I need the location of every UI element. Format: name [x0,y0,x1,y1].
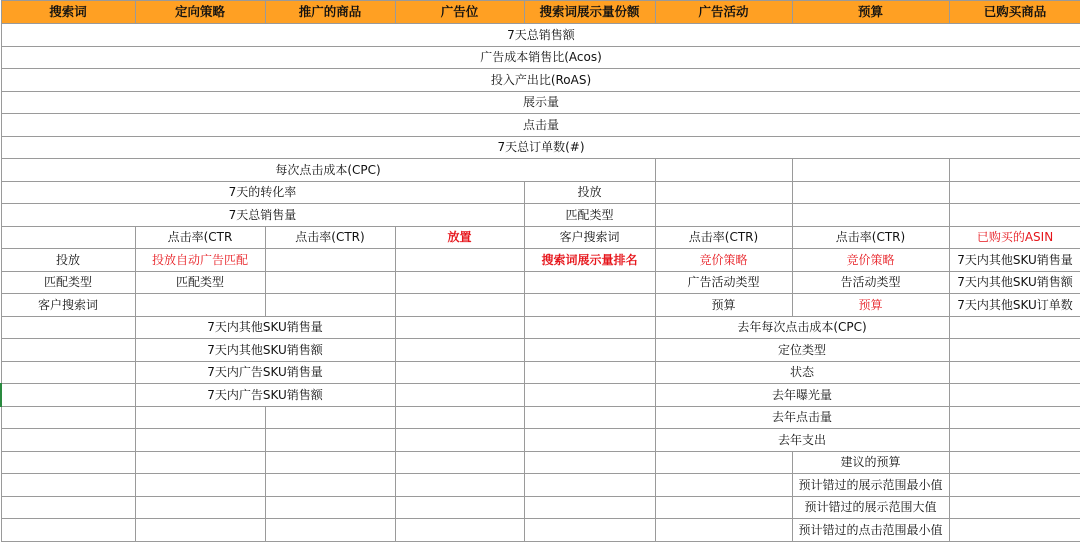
table-cell[interactable] [655,496,792,519]
table-cell[interactable]: 点击量 [1,114,1080,137]
table-row [1,519,1080,542]
table-cell[interactable] [949,406,1080,429]
table-cell[interactable] [949,474,1080,497]
table-cell[interactable]: 7天内其他SKU销售量 [949,249,1080,272]
table-cell[interactable] [949,181,1080,204]
table-cell[interactable] [949,519,1080,542]
header-row [1,1,1080,24]
table-cell[interactable]: 预算 [655,294,792,317]
table-row [1,429,1080,452]
table-cell[interactable] [949,361,1080,384]
table-cell[interactable] [792,204,949,227]
table-cell[interactable] [395,294,524,317]
table-cell[interactable]: 7天内其他SKU销售量 [135,316,395,339]
table-cell[interactable]: 建议的预算 [792,451,949,474]
table-cell[interactable]: 预计错过的点击范围最小值 [792,519,949,542]
table-cell[interactable] [1,339,135,362]
table-row [1,316,1080,339]
table-cell[interactable]: 投入产出比(RoAS) [1,69,1080,92]
table-cell[interactable]: 匹配类型 [524,204,655,227]
table-row [1,406,1080,429]
table-row [1,294,1080,317]
table-cell[interactable]: 投放 [1,249,135,272]
table-cell[interactable]: 7天总订单数(#) [1,136,1080,159]
table-cell[interactable] [949,159,1080,182]
table-cell[interactable] [524,496,655,519]
table-cell[interactable] [135,474,265,497]
table-cell[interactable] [395,316,524,339]
table-cell[interactable] [395,519,524,542]
table-cell[interactable] [265,496,395,519]
table-cell[interactable] [395,451,524,474]
header-cell-budget[interactable]: 预算 [792,1,949,24]
table-row [1,181,1080,204]
table-cell[interactable]: 7天内广告SKU销售额 [135,384,395,407]
table-cell[interactable] [655,474,792,497]
table-cell[interactable] [524,429,655,452]
table-cell[interactable] [395,406,524,429]
table-row [1,361,1080,384]
table-cell[interactable] [135,294,265,317]
table-cell[interactable]: 状态 [655,361,949,384]
table-cell[interactable]: 竞价策略 [792,249,949,272]
table-cell[interactable]: 广告活动类型 [655,271,792,294]
header-cell-placement[interactable]: 广告位 [395,1,524,24]
table-cell[interactable] [792,181,949,204]
table-cell[interactable] [1,519,135,542]
header-cell-purchased-product[interactable]: 已购买商品 [949,1,1080,24]
table-cell[interactable]: 已购买的ASIN [949,226,1080,249]
header-cell-search-term[interactable]: 搜索词 [1,1,135,24]
table-row [1,249,1080,272]
table-cell[interactable] [655,451,792,474]
table-cell[interactable] [524,361,655,384]
table-cell[interactable]: 点击率(CTR) [265,226,395,249]
table-cell[interactable]: 7天总销售量 [1,204,524,227]
table-cell[interactable]: 7天内其他SKU订单数 [949,294,1080,317]
table-cell[interactable]: 投放 [524,181,655,204]
table-cell[interactable] [524,519,655,542]
table-cell[interactable] [135,496,265,519]
table-cell[interactable] [949,451,1080,474]
header-cell-advertised-product[interactable]: 推广的商品 [265,1,395,24]
table-cell[interactable]: 去年点击量 [655,406,949,429]
table-row [1,496,1080,519]
table-cell[interactable] [265,519,395,542]
table-cell[interactable]: 去年每次点击成本(CPC) [655,316,949,339]
table-cell[interactable] [524,474,655,497]
table-cell[interactable]: 客户搜索词 [1,294,135,317]
table-cell[interactable] [792,159,949,182]
table-row [1,159,1080,182]
table-cell[interactable] [265,294,395,317]
table-cell[interactable] [135,406,265,429]
table-row [1,451,1080,474]
table-row [1,24,1080,47]
table-row [1,91,1080,114]
table-cell[interactable]: 预算 [792,294,949,317]
table-cell[interactable]: 广告成本销售比(Acos) [1,46,1080,69]
table-cell[interactable] [395,496,524,519]
table-row [1,339,1080,362]
header-cell-targeting[interactable]: 定向策略 [135,1,265,24]
table-cell[interactable] [135,451,265,474]
table-cell[interactable]: 预计错过的展示范围最小值 [792,474,949,497]
table-cell[interactable]: 7天内其他SKU销售额 [135,339,395,362]
table-cell[interactable]: 7天总销售额 [1,24,1080,47]
table-cell[interactable] [135,519,265,542]
table-row [1,384,1080,407]
table-cell[interactable] [1,496,135,519]
table-cell[interactable] [265,271,395,294]
table-cell[interactable] [1,474,135,497]
table-cell[interactable] [655,181,792,204]
table-cell[interactable] [265,249,395,272]
table-cell[interactable] [524,339,655,362]
table-cell[interactable]: 搜索词展示量排名 [524,249,655,272]
table-cell[interactable] [265,451,395,474]
table-cell[interactable]: 点击率(CTR) [655,226,792,249]
table-cell[interactable] [1,316,135,339]
table-cell[interactable] [655,519,792,542]
table-cell[interactable] [949,496,1080,519]
table-cell[interactable]: 定位类型 [655,339,949,362]
table-row [1,474,1080,497]
table-cell[interactable] [395,339,524,362]
table-cell[interactable] [1,361,135,384]
table-cell[interactable] [1,226,135,249]
table-cell[interactable]: 匹配类型 [1,271,135,294]
table-cell[interactable]: 点击率(CTR) [792,226,949,249]
table-row [1,69,1080,92]
table-cell[interactable]: 去年支出 [655,429,949,452]
table-cell[interactable] [949,429,1080,452]
table-cell[interactable] [395,361,524,384]
table-cell[interactable] [1,429,135,452]
table-cell[interactable] [395,429,524,452]
table-cell[interactable]: 每次点击成本(CPC) [1,159,655,182]
table-cell[interactable] [949,384,1080,407]
table-cell[interactable] [524,294,655,317]
table-cell[interactable] [655,159,792,182]
table-cell[interactable] [524,384,655,407]
table-cell[interactable]: 7天内其他SKU销售额 [949,271,1080,294]
table-row [1,271,1080,294]
table-cell[interactable] [524,451,655,474]
table-cell[interactable] [949,339,1080,362]
table-cell[interactable]: 预计错过的展示范围大值 [792,496,949,519]
table-row [1,136,1080,159]
table-cell[interactable] [265,429,395,452]
table-cell[interactable] [1,451,135,474]
table-cell[interactable] [395,249,524,272]
header-cell-impression-share[interactable]: 搜索词展示量份额 [524,1,655,24]
table-cell[interactable] [265,474,395,497]
table-cell[interactable]: 竞价策略 [655,249,792,272]
table-row [1,226,1080,249]
table-cell[interactable] [655,204,792,227]
table-cell[interactable] [524,271,655,294]
header-cell-campaign[interactable]: 广告活动 [655,1,792,24]
table-cell[interactable] [949,316,1080,339]
table-cell[interactable] [395,474,524,497]
table-cell[interactable] [524,316,655,339]
table-cell[interactable]: 客户搜索词 [524,226,655,249]
table-cell[interactable] [1,384,135,407]
table-cell[interactable]: 点击率(CTR [135,226,265,249]
table-cell[interactable]: 7天的转化率 [1,181,524,204]
table-cell[interactable] [949,204,1080,227]
table-cell[interactable]: 投放自动广告匹配 [135,249,265,272]
table-cell[interactable] [135,429,265,452]
table-cell[interactable]: 去年曝光量 [655,384,949,407]
table-cell[interactable]: 匹配类型 [135,271,265,294]
table-row [1,46,1080,69]
table-cell[interactable]: 告活动类型 [792,271,949,294]
table-cell[interactable]: 7天内广告SKU销售量 [135,361,395,384]
table-cell[interactable] [524,406,655,429]
table-cell[interactable] [265,406,395,429]
table-row [1,204,1080,227]
table-cell[interactable]: 放置 [395,226,524,249]
table-cell[interactable] [1,406,135,429]
table-row [1,114,1080,137]
table-cell[interactable] [395,384,524,407]
table-cell[interactable]: 展示量 [1,91,1080,114]
table-cell[interactable] [395,271,524,294]
